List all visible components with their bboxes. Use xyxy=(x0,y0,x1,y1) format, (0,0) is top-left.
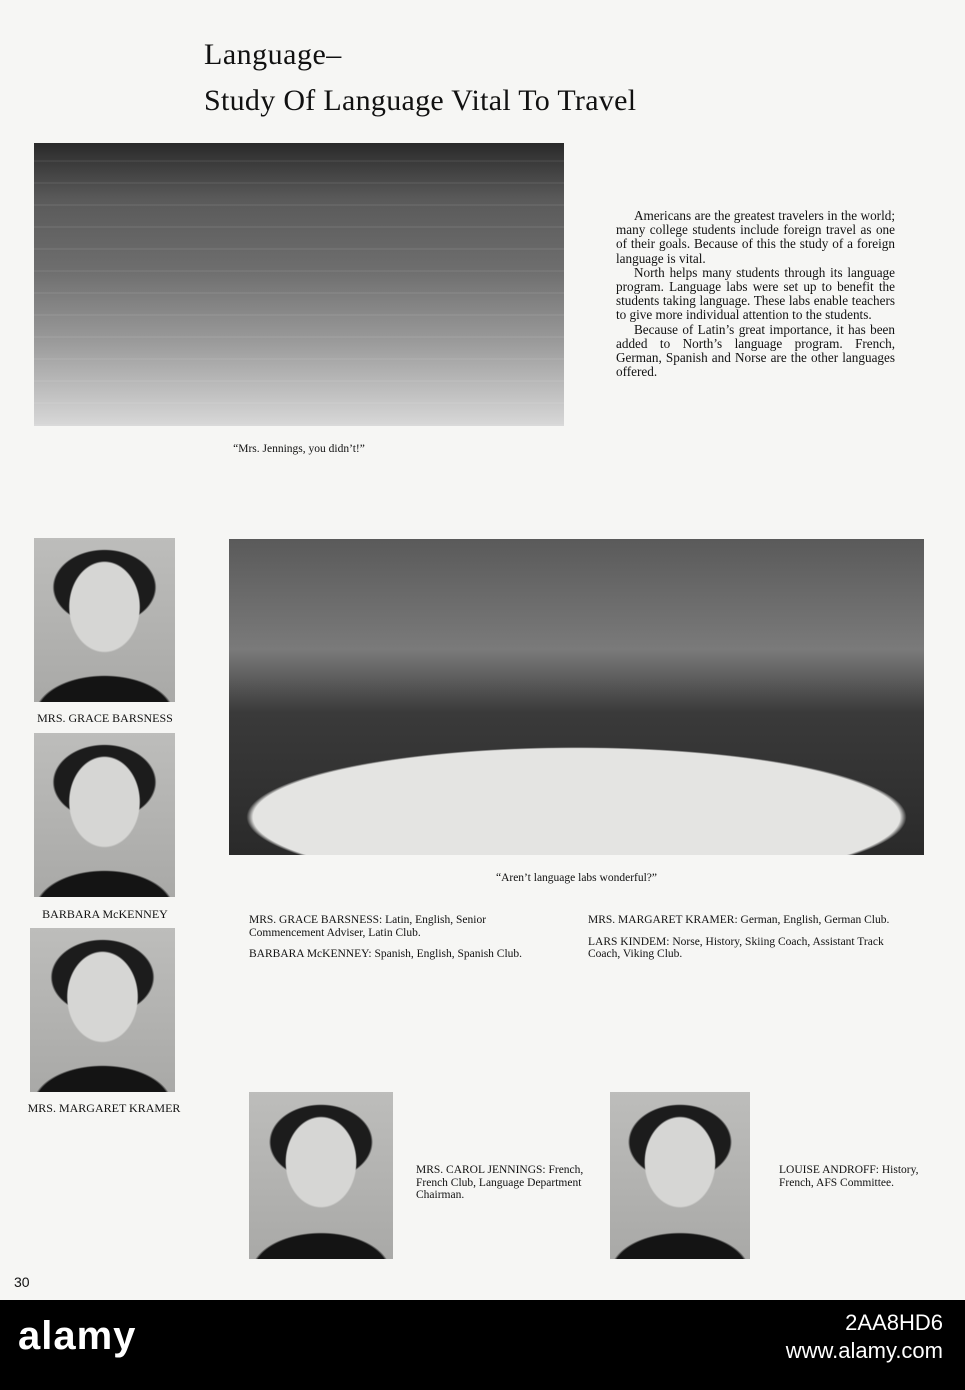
page-title-line2: Study Of Language Vital To Travel xyxy=(204,84,637,117)
portrait-name-barsness: MRS. GRACE BARSNESS xyxy=(37,711,173,725)
image-id: 2AA8HD6 xyxy=(845,1310,943,1335)
intro-paragraph: Because of Latin’s great importance, it has been added to North’s language program. French, German, Spanish and Norse are the other languages offered. xyxy=(616,321,895,380)
bio-kramer: MRS. MARGARET KRAMER: German, English, German Club. xyxy=(588,914,890,926)
bio-mckenney: BARBARA McKENNEY: Spanish, English, Spanish Club. xyxy=(249,948,523,960)
brand-logo: alamy xyxy=(18,1314,137,1358)
bio-androff: LOUISE ANDROFF: History, French, AFS Committee. xyxy=(779,1164,919,1189)
site-url: www.alamy.com xyxy=(785,1338,943,1363)
bios-right-column xyxy=(588,914,894,970)
page-number: 30 xyxy=(14,1274,30,1290)
portrait-jennings xyxy=(249,1092,393,1259)
intro-text xyxy=(616,209,895,379)
language-lab-photo xyxy=(34,143,564,426)
bio-jennings: MRS. CAROL JENNINGS: French, French Club, Language Department Chairman. xyxy=(416,1164,584,1201)
page-title-line1: Language– xyxy=(204,38,342,71)
portrait-kramer xyxy=(30,928,175,1092)
portrait-name-mckenney: BARBARA McKENNEY xyxy=(42,907,168,921)
portrait-name-kramer: MRS. MARGARET KRAMER xyxy=(27,1101,181,1115)
table-photo-caption: “Aren’t language labs wonderful?” xyxy=(495,872,658,884)
lab-photo-caption: “Mrs. Jennings, you didn’t!” xyxy=(233,443,365,455)
intro-paragraph: Americans are the greatest travelers in the world; many college students include foreign travel as one of their goals. Because of this the study of a foreign language is vital. xyxy=(616,208,895,266)
portrait-androff xyxy=(610,1092,750,1259)
bios-left-column xyxy=(249,914,556,970)
teachers-table-photo xyxy=(229,539,924,855)
bio-kindem: LARS KINDEM: Norse, History, Skiing Coach, Assistant Track Coach, Viking Club. xyxy=(588,935,884,960)
portrait-barsness xyxy=(34,538,175,702)
stock-banner xyxy=(0,1300,965,1390)
intro-paragraph: North helps many students through its language program. Language labs were set up to benefit the students taking language. These labs enable teachers to give more individual attention to the students. xyxy=(616,264,895,323)
bio-barsness: MRS. GRACE BARSNESS: Latin, English, Senior Commencement Adviser, Latin Club. xyxy=(249,914,487,939)
portrait-mckenney xyxy=(34,733,175,897)
